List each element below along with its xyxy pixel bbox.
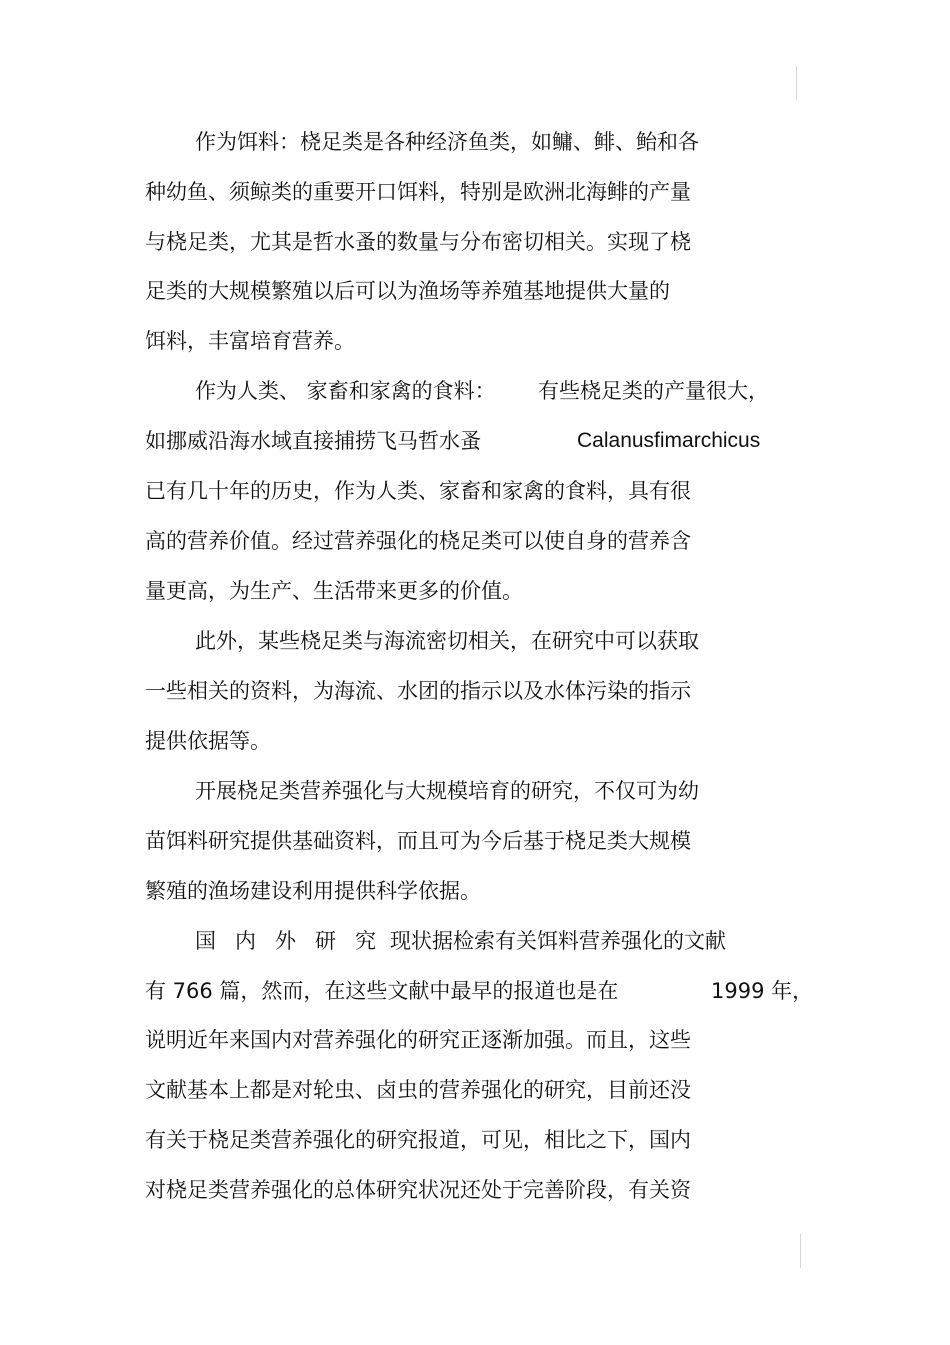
- paragraph-5-line-2-part-a: 有 766 篇，然而，在这些文献中最早的报道也是在: [145, 979, 619, 1003]
- paragraph-5-line-4: 文献基本上都是对轮虫、卤虫的营养强化的研究，目前还没: [145, 1078, 691, 1102]
- species-name: Calanusfimarchicus: [577, 429, 761, 452]
- paragraph-4-line-1: 开展桡足类营养强化与大规模培育的研究，不仅可为幼: [195, 779, 699, 803]
- paragraph-1-line-3: 与桡足类，尤其是哲水蚤的数量与分布密切相关。实现了桡: [145, 230, 691, 254]
- paragraph-3-line-2: 一些相关的资料，为海流、水团的指示以及水体污染的指示: [145, 679, 691, 703]
- paragraph-3-line-3: 提供依据等。: [145, 729, 271, 753]
- paragraph-1-line-2: 种幼鱼、须鲸类的重要开口饵料，特别是欧洲北海鲱的产量: [145, 180, 691, 204]
- paragraph-2-line-4: 高的营养价值。经过营养强化的桡足类可以使自身的营养含: [145, 529, 691, 553]
- paragraph-5-line-6: 对桡足类营养强化的总体研究状况还处于完善阶段，有关资: [145, 1178, 691, 1202]
- section-heading: 国内外研究: [195, 929, 395, 953]
- paragraph-1-line-5: 饵料，丰富培育营养。: [145, 329, 355, 353]
- page-edge-mark-bottom: [800, 1234, 801, 1268]
- paragraph-4-line-2: 苗饵料研究提供基础资料，而且可为今后基于桡足类大规模: [145, 829, 691, 853]
- paragraph-1-line-1: 作为饵料：桡足类是各种经济鱼类，如鳙、鲱、鲐和各: [195, 130, 699, 154]
- paragraph-5-line-1-rest: 现状据检索有关饵料营养强化的文献: [390, 929, 726, 953]
- paragraph-5-line-2-part-b: 1999 年，: [711, 979, 814, 1003]
- page-edge-mark-top: [796, 66, 797, 100]
- paragraph-2-line-5: 量更高，为生产、生活带来更多的价值。: [145, 579, 523, 603]
- paragraph-5-line-5: 有关于桡足类营养强化的研究报道，可见，相比之下，国内: [145, 1128, 691, 1152]
- paragraph-2-line-3: 已有几十年的历史，作为人类、家畜和家禽的食料，具有很: [145, 479, 691, 503]
- paragraph-1-line-4: 足类的大规模繁殖以后可以为渔场等养殖基地提供大量的: [145, 279, 670, 303]
- paragraph-2-line-1-part-a: 作为人类、 家畜和家禽的食料：: [195, 379, 496, 403]
- paragraph-2-line-1-part-b: 有些桡足类的产量很大，: [538, 379, 769, 403]
- paragraph-2-line-2-part-a: 如挪威沿海水域直接捕捞飞马哲水蚤: [145, 429, 481, 453]
- paragraph-3-line-1: 此外，某些桡足类与海流密切相关，在研究中可以获取: [195, 629, 699, 653]
- paragraph-4-line-3: 繁殖的渔场建设利用提供科学依据。: [145, 879, 481, 903]
- paragraph-5-line-3: 说明近年来国内对营养强化的研究正逐渐加强。而且，这些: [145, 1028, 691, 1052]
